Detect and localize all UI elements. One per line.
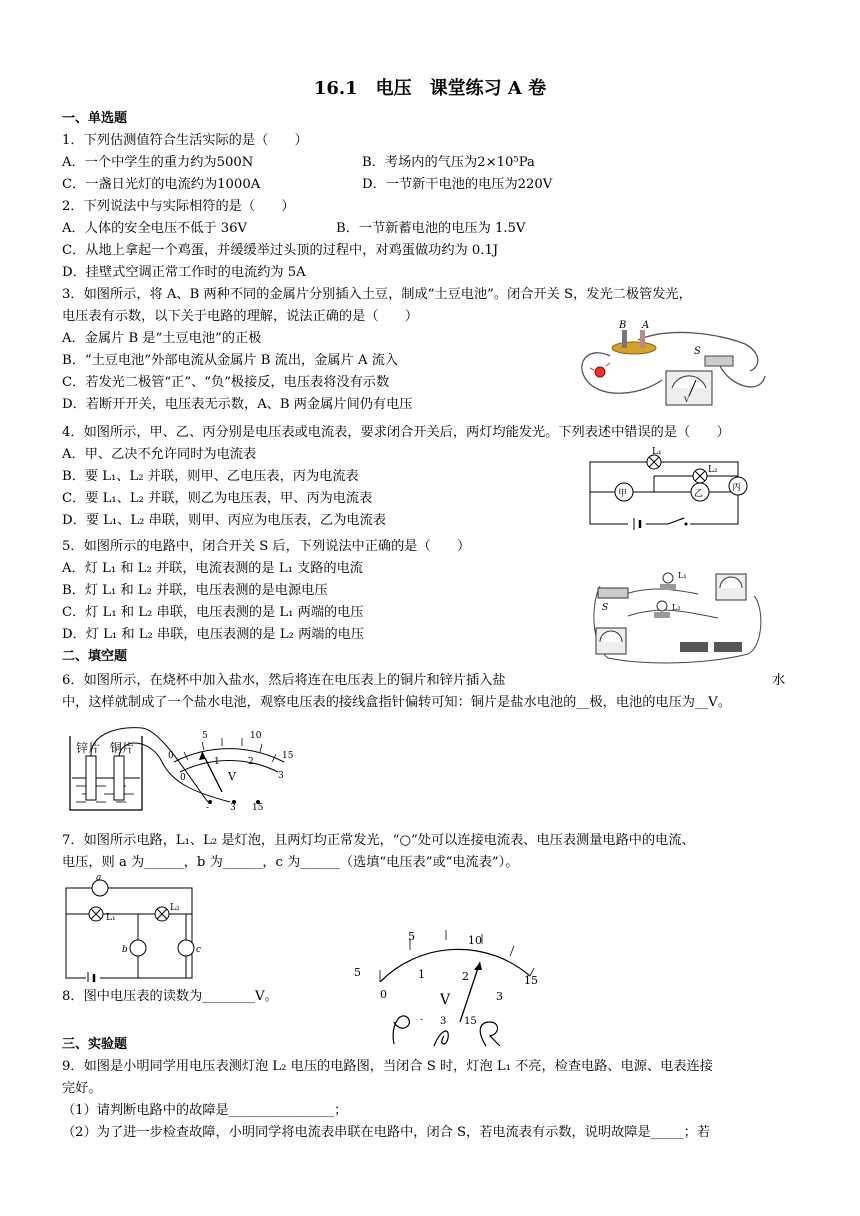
q6-scale-top-10: 10 [250, 731, 262, 741]
q8-voltmeter-figure [350, 926, 550, 1048]
lamp-l2-icon [657, 601, 667, 611]
q4-stem: 4．如图所示，甲、乙、丙分别是电压表或电流表，要求闭合开关后，两灯均能发光。下列表述中错误的是（ ） [62, 425, 730, 440]
battery-icon [680, 642, 708, 652]
q5-option-b: B．灯 L₁ 和 L₂ 并联，电压表测的是电源电压 [62, 583, 328, 598]
q7-label-b: b [122, 945, 128, 955]
q8-mark-15: 15 [524, 974, 538, 987]
q3-label-s: S [694, 346, 701, 357]
q3-label-b: B [619, 320, 627, 331]
q4-label-yi: 乙 [694, 489, 704, 499]
q1-option-a: A．一个中学生的重力约为500N [62, 155, 254, 170]
q8-text: 8．图中电压表的读数为________V。 [62, 989, 278, 1004]
q8-mark-5-top: 5 [408, 930, 415, 943]
q6-label-zinc: 锌片 [76, 741, 101, 755]
q4-label-jia: 甲 [618, 489, 628, 499]
page-title: 16.1 电压 课堂练习 A 卷 [313, 78, 547, 99]
q8-terminal-neg: - [420, 1015, 424, 1025]
q5-option-d: D．灯 L₁ 和 L₂ 串联，电压表测的是 L₂ 两端的电压 [62, 627, 365, 642]
q6-salt-battery-figure [62, 722, 294, 814]
q7-line1: 7．如图所示电路，L₁、L₂ 是灯泡，且两灯均正常发光，“○”处可以连接电流表、电压表测量电路中的电流、 [62, 833, 695, 848]
q4-label-l1: L₁ [652, 447, 662, 457]
section-heading-fill-in: 二、填空题 [62, 649, 128, 664]
q6-label-copper: 铜片 [110, 741, 135, 755]
q5-stem: 5．如图所示的电路中，闭合开关 S 后，下列说法中正确的是（ ） [62, 539, 471, 554]
q5-label-l2: L₂ [672, 603, 681, 612]
zinc-plate [86, 756, 96, 800]
lamp-l1-icon [663, 573, 673, 583]
q5-circuit-figure [588, 566, 768, 668]
q8-mark-10: 10 [468, 934, 482, 947]
q9-line3: （1）请判断电路中的故障是________________； [62, 1103, 348, 1118]
led-icon [595, 367, 605, 377]
q8-terminal-3: 3 [440, 1016, 447, 1027]
q4-option-d: D．要 L₁、L₂ 串联，则甲、丙应为电压表，乙为电流表 [62, 513, 386, 528]
q1-option-d: D．一节新干电池的电压为220V [362, 177, 553, 192]
q6-label-v: V [228, 770, 236, 783]
q4-label-bing: 丙 [732, 483, 742, 493]
q6-scale-bottom-3: 3 [278, 771, 284, 781]
q6-scale-top-5: 5 [202, 731, 208, 741]
q7-label-c: c [196, 945, 202, 955]
q6-line1: 6．如图所示，在烧杯中加入盐水，然后将连在电压表上的铜片和锌片插入盐 [62, 673, 506, 688]
q6-scale-bottom-2: 2 [248, 757, 254, 767]
q1-stem: 1．下列估测值符合生活实际的是（ ） [62, 133, 308, 148]
section-heading-single-choice: 一、单选题 [62, 111, 128, 126]
q2-option-d: D．挂壁式空调正常工作时的电流约为 5A [62, 265, 306, 280]
q6-terminal-15: 15 [252, 803, 264, 813]
switch-icon [598, 588, 628, 598]
switch-icon [705, 356, 733, 366]
q3-option-b: B．“土豆电池”外部电流从金属片 B 流出，金属片 A 流入 [62, 353, 399, 368]
q8-terminal-15: 15 [464, 1016, 477, 1027]
q8-mark-5: 5 [354, 966, 361, 979]
q5-label-s: S [602, 603, 609, 613]
q1-option-c: C．一盏日光灯的电流约为1000A [62, 177, 261, 192]
q3-option-c: C．若发光二极管“正”、“负”极接反，电压表将没有示数 [62, 375, 390, 390]
q7-label-l2: L₂ [170, 903, 180, 913]
q9-line2: 完好。 [62, 1081, 102, 1096]
q2-stem: 2．下列说法中与实际相符的是（ ） [62, 199, 295, 214]
q6-line1-end: 水 [772, 673, 786, 688]
meter-b-icon [130, 940, 146, 956]
q7-label-l1: L₁ [106, 913, 116, 923]
q7-line2: 电压，则 a 为______，b 为______，c 为______（选填“电压表”或“电流表”）。 [62, 855, 519, 870]
q5-option-c: C．灯 L₁ 和 L₂ 串联，电压表测的是 L₁ 两端的电压 [62, 605, 364, 620]
q8-label-v: V [440, 992, 451, 1008]
q6-scale-bottom-0: 0 [180, 773, 186, 783]
copper-plate [114, 756, 124, 800]
q2-option-b: B．一节新蓄电池的电压为 1.5V [336, 221, 526, 236]
q4-option-c: C．要 L₁、L₂ 并联，则乙为电压表，甲、丙为电流表 [62, 491, 373, 506]
q4-label-l2: L₂ [708, 465, 718, 475]
q1-option-b: B．考场内的气压为2×10⁵Pa [362, 155, 535, 170]
q9-line4: （2）为了进一步检查故障，小明同学将电流表串联在电路中，闭合 S，若电流表有示数，说明故障是_____；若 [62, 1125, 711, 1140]
q4-circuit-figure [584, 446, 774, 538]
q3-stem-line2: 电压表有示数，以下关于电路的理解，说法正确的是（ ） [62, 309, 419, 324]
q6-line2: 中，这样就制成了一个盐水电池，观察电压表的接线盒指针偏转可知：铜片是盐水电池的__极，电池的电压为__V。 [62, 695, 731, 710]
battery-icon [714, 642, 742, 652]
q3-label-v: V [684, 396, 690, 404]
q5-label-l1: L₁ [678, 571, 687, 580]
section-heading-experiment: 三、实验题 [62, 1037, 128, 1052]
q6-scale-bottom-1: 1 [214, 757, 220, 767]
q8-mark-3: 3 [496, 990, 503, 1003]
voltmeter-scale-arc [380, 949, 530, 982]
q3-potato-battery-figure [570, 316, 770, 414]
q6-scale-top-0: 0 [168, 751, 174, 761]
q4-option-a: A．甲、乙决不允许同时为电流表 [62, 447, 257, 462]
q6-terminal-3: 3 [230, 803, 236, 813]
q3-label-a: A [642, 320, 650, 331]
q8-mark-1: 1 [418, 968, 425, 981]
meter-c-icon [178, 940, 194, 956]
q8-mark-2: 2 [462, 970, 469, 983]
q3-stem-line1: 3．如图所示，将 A、B 两种不同的金属片分别插入土豆，制成“土豆电池”。闭合开关 S，发光二极管发光， [62, 287, 692, 302]
q6-scale-top-15: 15 [282, 751, 294, 761]
q2-option-c: C．从地上拿起一个鸡蛋，并缓缓举过头顶的过程中，对鸡蛋做功约为 0.1J [62, 243, 499, 258]
q7-circuit-figure [62, 872, 212, 982]
q3-option-a: A．金属片 B 是“土豆电池”的正极 [62, 331, 262, 346]
q9-line1: 9．如图是小明同学用电压表测灯泡 L₂ 电压的电路图，当闭合 S 时，灯泡 L₁ 不亮，检查电路、电源、电表连接 [62, 1059, 713, 1074]
q2-option-a: A．人体的安全电压不低于 36V [62, 221, 248, 236]
q4-option-b: B．要 L₁、L₂ 并联，则甲、乙电压表，丙为电流表 [62, 469, 359, 484]
q6-terminal-neg: - [206, 803, 210, 813]
q3-option-d: D．若断开开关，电压表无示数，A、B 两金属片间仍有电压 [62, 397, 413, 412]
q5-option-a: A．灯 L₁ 和 L₂ 并联，电流表测的是 L₁ 支路的电流 [62, 561, 363, 576]
q7-label-a: a [96, 873, 102, 883]
q8-mark-0: 0 [380, 988, 387, 1001]
